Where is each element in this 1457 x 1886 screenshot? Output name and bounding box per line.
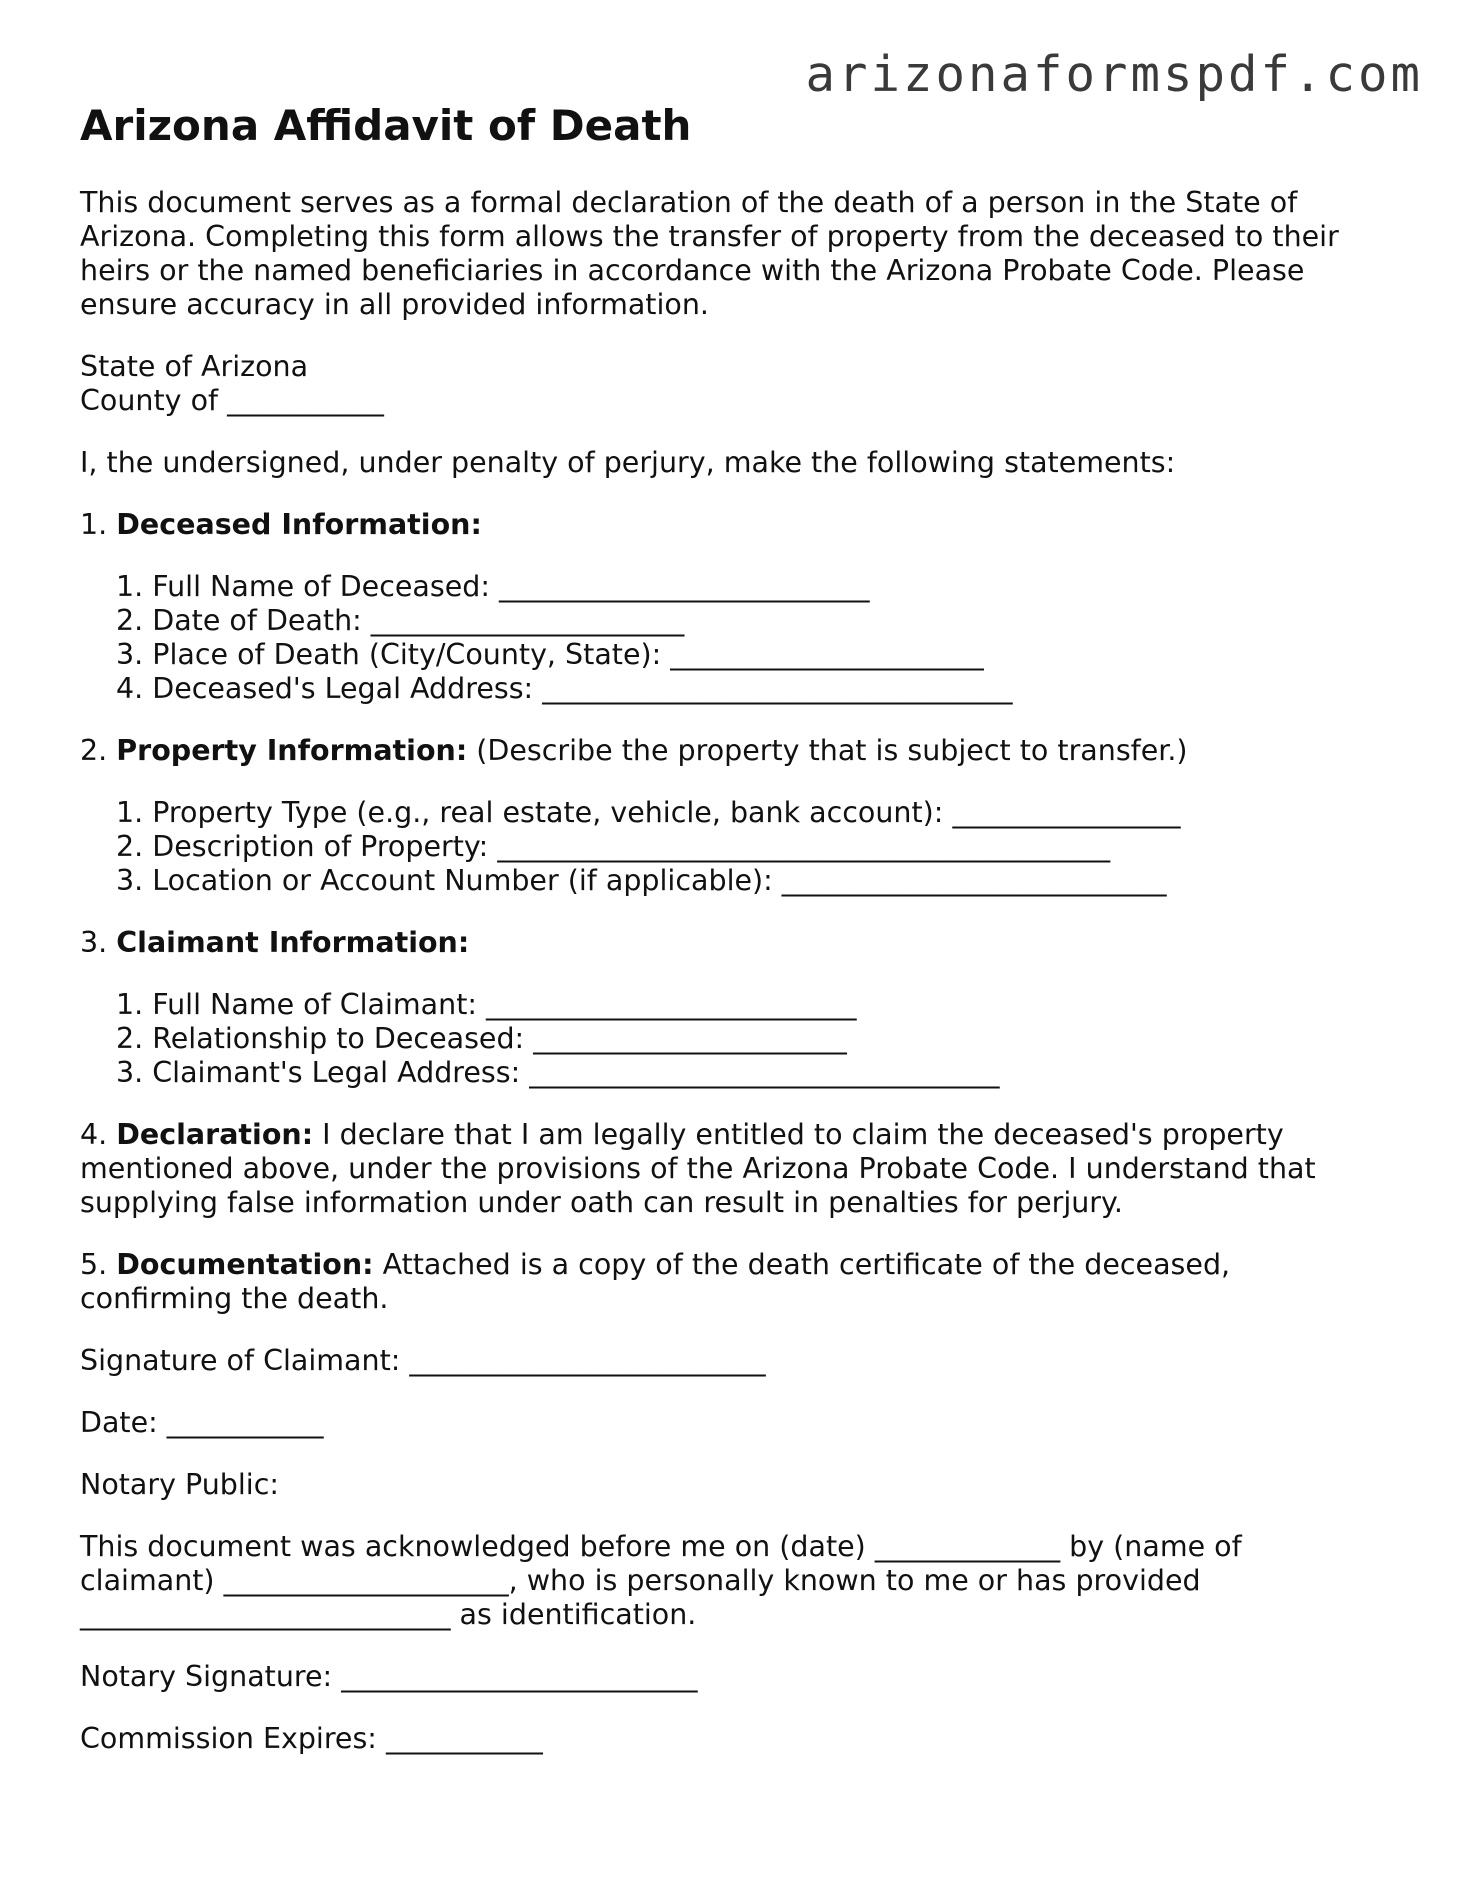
county-line: County of ___________ [80,384,384,417]
state-line: State of Arizona [80,350,309,383]
section-number: 4. [80,1118,108,1151]
section-title: Deceased Information: [116,508,482,541]
date-line: Date: ___________ [80,1406,324,1439]
field-property-description: 2. Description of Property: ___________________________________________ [116,830,1111,863]
field-deceased-address: 4. Deceased's Legal Address: _________________________________ [116,672,1013,705]
section-text: I declare that I am legally entitled to claim the deceased's property mentioned above, under the provisions of the Arizona Probate Code. I understand that supplying false information under oath can result in penalties for perjury. [80,1118,1316,1219]
deceased-fields-list [116,570,1380,706]
section-declaration [80,1118,1380,1220]
section-title: Claimant Information: [116,926,470,959]
field-place-of-death: 3. Place of Death (City/County, State): ______________________ [116,638,984,671]
field-claimant-address: 3. Claimant's Legal Address: _________________________________ [116,1056,1000,1089]
claimant-signature-line: Signature of Claimant: _________________________ [80,1344,766,1377]
section-title: Documentation: [116,1248,374,1281]
field-relationship: 2. Relationship to Deceased: ______________________ [116,1022,847,1055]
venue-block [80,350,1380,418]
intro-paragraph: This document serves as a formal declaration of the death of a person in the State of Arizona. Completing this form allows the transfer of property from the deceased to their heirs or the named beneficiaries in accordance with the Arizona Probate Code. Please ensure accuracy in all provided information. [80,186,1339,321]
section-deceased-heading [80,508,1380,542]
section-property-heading [80,734,1380,768]
section-title: Property Information: [116,734,468,767]
field-date-of-death: 2. Date of Death: ______________________ [116,604,685,637]
field-property-type: 1. Property Type (e.g., real estate, vehicle, bank account): ________________ [116,796,1181,829]
notary-heading: Notary Public: [80,1468,279,1501]
section-text: Attached is a copy of the death certificate of the deceased, confirming the death. [80,1248,1231,1315]
field-claimant-full-name: 1. Full Name of Claimant: __________________________ [116,988,857,1021]
document-title: Arizona Affidavit of Death [80,101,692,150]
site-watermark: arizonaformspdf.com [805,46,1423,103]
notary-acknowledgement: This document was acknowledged before me on (date) _____________ by (name of claimant) ____________________, who is personally known to me or has provided __________________________ as identification. [80,1530,1242,1631]
section-number: 1. [80,508,108,541]
field-deceased-full-name: 1. Full Name of Deceased: __________________________ [116,570,870,603]
property-fields-list [116,796,1380,898]
section-title: Declaration: [116,1118,314,1151]
section-number: 2. [80,734,108,767]
section-claimant-heading [80,926,1380,960]
notary-signature-line: Notary Signature: _________________________ [80,1660,698,1693]
section-number: 5. [80,1248,108,1281]
oath-statement: I, the undersigned, under penalty of perjury, make the following statements: [80,446,1176,479]
section-text: (Describe the property that is subject to transfer.) [467,734,1188,767]
claimant-fields-list [116,988,1380,1090]
section-number: 3. [80,926,108,959]
section-documentation [80,1248,1380,1316]
commission-expires-line: Commission Expires: ___________ [80,1722,543,1755]
affidavit-document [80,98,1380,1784]
field-property-location: 3. Location or Account Number (if applicable): ___________________________ [116,864,1167,897]
